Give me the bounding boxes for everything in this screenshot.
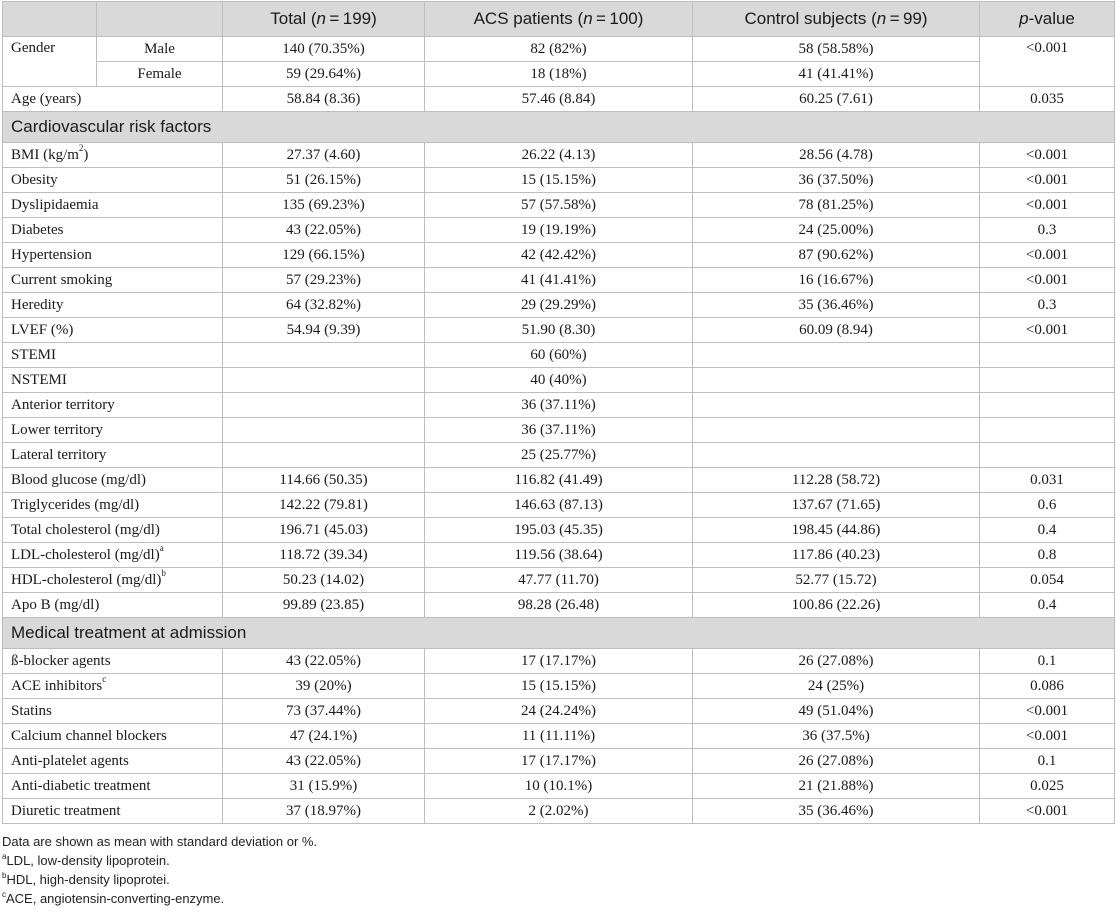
row-control — [693, 393, 980, 418]
row-label: Statins — [3, 699, 223, 724]
table-row — [3, 343, 1115, 368]
footnote-a-mark: a — [2, 851, 7, 861]
age-control: 60.25 (7.61) — [693, 87, 980, 112]
row-control: 21 (21.88%) — [693, 774, 980, 799]
male-total: 140 (70.35%) — [223, 37, 425, 62]
row-control: 26 (27.08%) — [693, 749, 980, 774]
row-total: 37 (18.97%) — [223, 799, 425, 824]
header-row — [3, 2, 1115, 37]
age-pvalue: 0.035 — [980, 87, 1115, 112]
footnote-a — [2, 851, 317, 870]
section-row — [3, 618, 1115, 649]
apob-control: 100.86 (22.26) — [693, 593, 980, 618]
row-control: 49 (51.04%) — [693, 699, 980, 724]
row-label: Heredity — [3, 293, 223, 318]
row-control: 35 (36.46%) — [693, 799, 980, 824]
row-total: 64 (32.82%) — [223, 293, 425, 318]
table-row — [3, 268, 1115, 293]
table-row — [3, 168, 1115, 193]
row-total: 142.22 (79.81) — [223, 493, 425, 518]
row-pvalue: <0.001 — [980, 193, 1115, 218]
table-row — [3, 568, 1115, 593]
row-acs: 29 (29.29%) — [425, 293, 693, 318]
row-total: 73 (37.44%) — [223, 699, 425, 724]
age-total: 58.84 (8.36) — [223, 87, 425, 112]
beta-blocker-total: 43 (22.05%) — [223, 649, 425, 674]
table-row — [3, 368, 1115, 393]
row-control: 36 (37.50%) — [693, 168, 980, 193]
male-control: 58 (58.58%) — [693, 37, 980, 62]
row-acs: 195.03 (45.35) — [425, 518, 693, 543]
row-label: STEMI — [3, 343, 223, 368]
row-pvalue: <0.001 — [980, 268, 1115, 293]
age-label: Age (years) — [3, 87, 223, 112]
row-total — [223, 418, 425, 443]
row-acs: 116.82 (41.49) — [425, 468, 693, 493]
table-row — [3, 749, 1115, 774]
bmi-superscript: 2 — [78, 142, 84, 153]
header-acs: ACS patients (n = 100) — [425, 2, 693, 37]
row-total: 54.94 (9.39) — [223, 318, 425, 343]
table-row — [3, 193, 1115, 218]
row-label: Lower territory — [3, 418, 223, 443]
row-label: Calcium channel blockers — [3, 724, 223, 749]
row-total: 47 (24.1%) — [223, 724, 425, 749]
female-label: Female — [97, 62, 223, 87]
ldl-footnote-mark: a — [159, 542, 164, 553]
bmi-total: 27.37 (4.60) — [223, 143, 425, 168]
row-pvalue — [980, 368, 1115, 393]
table-row — [3, 468, 1115, 493]
gender-pvalue: <0.001 — [980, 37, 1115, 87]
table-row — [3, 143, 1115, 168]
table-row — [3, 699, 1115, 724]
row-total: 31 (15.9%) — [223, 774, 425, 799]
row-pvalue: <0.001 — [980, 724, 1115, 749]
row-label: LVEF (%) — [3, 318, 223, 343]
row-label: Total cholesterol (mg/dl) — [3, 518, 223, 543]
table-row — [3, 318, 1115, 343]
footnote-b — [2, 870, 317, 889]
footnote-b-text: HDL, high-density lipoprotei. — [6, 872, 170, 887]
row-total: 129 (66.15%) — [223, 243, 425, 268]
male-label: Male — [97, 37, 223, 62]
table-row — [3, 37, 1115, 62]
row-label: Blood glucose (mg/dl) — [3, 468, 223, 493]
row-label: Lateral territory — [3, 443, 223, 468]
footnotes — [2, 832, 317, 908]
row-acs: 19 (19.19%) — [425, 218, 693, 243]
hdl-control: 52.77 (15.72) — [693, 568, 980, 593]
bmi-label-end: ) — [83, 146, 89, 163]
bmi-acs: 26.22 (4.13) — [425, 143, 693, 168]
table-row — [3, 443, 1115, 468]
row-acs: 51.90 (8.30) — [425, 318, 693, 343]
row-control: 16 (16.67%) — [693, 268, 980, 293]
beta-blocker-acs: 17 (17.17%) — [425, 649, 693, 674]
bmi-label — [3, 143, 223, 168]
row-label: Current smoking — [3, 268, 223, 293]
apob-pvalue: 0.4 — [980, 593, 1115, 618]
header-pvalue: p-value — [980, 2, 1115, 37]
female-acs: 18 (18%) — [425, 62, 693, 87]
table-row — [3, 493, 1115, 518]
apob-acs: 98.28 (26.48) — [425, 593, 693, 618]
table-row — [3, 674, 1115, 699]
footnote-c — [2, 889, 317, 908]
row-label: Hypertension — [3, 243, 223, 268]
row-total: 196.71 (45.03) — [223, 518, 425, 543]
section-risk-factors: Cardiovascular risk factors — [3, 112, 1115, 143]
row-pvalue: 0.031 — [980, 468, 1115, 493]
table-row — [3, 293, 1115, 318]
row-control: 60.09 (8.94) — [693, 318, 980, 343]
row-control: 137.67 (71.65) — [693, 493, 980, 518]
header-total: Total (n = 199) — [223, 2, 425, 37]
row-pvalue — [980, 393, 1115, 418]
ldl-control: 117.86 (40.23) — [693, 543, 980, 568]
row-total — [223, 368, 425, 393]
row-acs: 146.63 (87.13) — [425, 493, 693, 518]
row-pvalue: 0.6 — [980, 493, 1115, 518]
row-pvalue — [980, 418, 1115, 443]
ace-total: 39 (20%) — [223, 674, 425, 699]
bmi-label-text: BMI (kg/m — [11, 146, 79, 163]
table-row — [3, 243, 1115, 268]
row-acs: 17 (17.17%) — [425, 749, 693, 774]
row-total — [223, 343, 425, 368]
ace-control: 24 (25%) — [693, 674, 980, 699]
row-label: Anti-platelet agents — [3, 749, 223, 774]
row-acs: 40 (40%) — [425, 368, 693, 393]
row-total: 43 (22.05%) — [223, 218, 425, 243]
row-pvalue: 0.4 — [980, 518, 1115, 543]
row-total: 57 (29.23%) — [223, 268, 425, 293]
gender-label: Gender — [3, 37, 97, 87]
row-acs: 10 (10.1%) — [425, 774, 693, 799]
row-pvalue: 0.3 — [980, 293, 1115, 318]
row-acs: 24 (24.24%) — [425, 699, 693, 724]
row-pvalue: <0.001 — [980, 168, 1115, 193]
table-row — [3, 87, 1115, 112]
ace-acs: 15 (15.15%) — [425, 674, 693, 699]
row-control — [693, 368, 980, 393]
row-control: 198.45 (44.86) — [693, 518, 980, 543]
beta-blocker-control: 26 (27.08%) — [693, 649, 980, 674]
apob-total: 99.89 (23.85) — [223, 593, 425, 618]
row-control: 112.28 (58.72) — [693, 468, 980, 493]
row-pvalue: 0.025 — [980, 774, 1115, 799]
table-row — [3, 649, 1115, 674]
row-control — [693, 443, 980, 468]
row-label: Diuretic treatment — [3, 799, 223, 824]
row-pvalue: 0.3 — [980, 218, 1115, 243]
ldl-total: 118.72 (39.34) — [223, 543, 425, 568]
data-table-container — [2, 1, 1114, 824]
patient-characteristics-table — [2, 1, 1115, 824]
row-pvalue: <0.001 — [980, 318, 1115, 343]
row-acs: 2 (2.02%) — [425, 799, 693, 824]
hdl-acs: 47.77 (11.70) — [425, 568, 693, 593]
row-pvalue: 0.1 — [980, 749, 1115, 774]
row-label: Dyslipidaemia — [3, 193, 223, 218]
row-acs: 42 (42.42%) — [425, 243, 693, 268]
hdl-pvalue: 0.054 — [980, 568, 1115, 593]
row-total — [223, 393, 425, 418]
table-row — [3, 543, 1115, 568]
row-control: 24 (25.00%) — [693, 218, 980, 243]
beta-blocker-label: ß-blocker agents — [3, 649, 223, 674]
footnote-a-text: LDL, low-density lipoprotein. — [6, 853, 170, 868]
footnote-c-mark: c — [2, 889, 6, 899]
ace-label — [3, 674, 223, 699]
row-control: 78 (81.25%) — [693, 193, 980, 218]
table-row — [3, 724, 1115, 749]
row-acs: 36 (37.11%) — [425, 393, 693, 418]
ace-label-text: ACE inhibitors — [11, 677, 103, 694]
male-acs: 82 (82%) — [425, 37, 693, 62]
table-row — [3, 799, 1115, 824]
row-acs: 36 (37.11%) — [425, 418, 693, 443]
ldl-label — [3, 543, 223, 568]
row-label: Anterior territory — [3, 393, 223, 418]
footnote-b-mark: b — [2, 870, 7, 880]
ldl-label-text: LDL-cholesterol (mg/dl) — [11, 546, 160, 563]
row-total: 114.66 (50.35) — [223, 468, 425, 493]
table-row — [3, 418, 1115, 443]
table-row — [3, 218, 1115, 243]
row-pvalue: <0.001 — [980, 799, 1115, 824]
row-acs: 57 (57.58%) — [425, 193, 693, 218]
row-total: 135 (69.23%) — [223, 193, 425, 218]
row-acs: 15 (15.15%) — [425, 168, 693, 193]
row-acs: 25 (25.77%) — [425, 443, 693, 468]
bmi-control: 28.56 (4.78) — [693, 143, 980, 168]
row-label: Obesity — [3, 168, 223, 193]
row-pvalue — [980, 343, 1115, 368]
row-pvalue: <0.001 — [980, 699, 1115, 724]
row-control — [693, 343, 980, 368]
female-control: 41 (41.41%) — [693, 62, 980, 87]
row-total: 51 (26.15%) — [223, 168, 425, 193]
header-blank-2 — [97, 2, 223, 37]
row-label: Triglycerides (mg/dl) — [3, 493, 223, 518]
row-acs: 11 (11.11%) — [425, 724, 693, 749]
footnote-main: Data are shown as mean with standard deviation or %. — [2, 834, 318, 849]
row-label: NSTEMI — [3, 368, 223, 393]
hdl-label — [3, 568, 223, 593]
row-control: 36 (37.5%) — [693, 724, 980, 749]
table-row — [3, 774, 1115, 799]
row-pvalue — [980, 443, 1115, 468]
ace-pvalue: 0.086 — [980, 674, 1115, 699]
row-control — [693, 418, 980, 443]
row-acs: 60 (60%) — [425, 343, 693, 368]
header-blank-1 — [3, 2, 97, 37]
row-pvalue: <0.001 — [980, 243, 1115, 268]
section-row — [3, 112, 1115, 143]
table-row — [3, 593, 1115, 618]
apob-label: Apo B (mg/dl) — [3, 593, 223, 618]
row-total — [223, 443, 425, 468]
row-acs: 41 (41.41%) — [425, 268, 693, 293]
row-total: 43 (22.05%) — [223, 749, 425, 774]
age-acs: 57.46 (8.84) — [425, 87, 693, 112]
hdl-total: 50.23 (14.02) — [223, 568, 425, 593]
hdl-label-text: HDL-cholesterol (mg/dl) — [11, 571, 162, 588]
row-control: 35 (36.46%) — [693, 293, 980, 318]
ace-footnote-mark: c — [102, 673, 107, 684]
row-label: Diabetes — [3, 218, 223, 243]
ldl-pvalue: 0.8 — [980, 543, 1115, 568]
female-total: 59 (29.64%) — [223, 62, 425, 87]
table-row — [3, 518, 1115, 543]
row-control: 87 (90.62%) — [693, 243, 980, 268]
table-row — [3, 62, 1115, 87]
row-label: Anti-diabetic treatment — [3, 774, 223, 799]
ldl-acs: 119.56 (38.64) — [425, 543, 693, 568]
section-medical-treatment: Medical treatment at admission — [3, 618, 1115, 649]
header-control: Control subjects (n = 99) — [693, 2, 980, 37]
beta-blocker-pvalue: 0.1 — [980, 649, 1115, 674]
bmi-pvalue: <0.001 — [980, 143, 1115, 168]
hdl-footnote-mark: b — [161, 567, 166, 578]
footnote-c-text: ACE, angiotensin-converting-enzyme. — [6, 891, 225, 906]
table-row — [3, 393, 1115, 418]
